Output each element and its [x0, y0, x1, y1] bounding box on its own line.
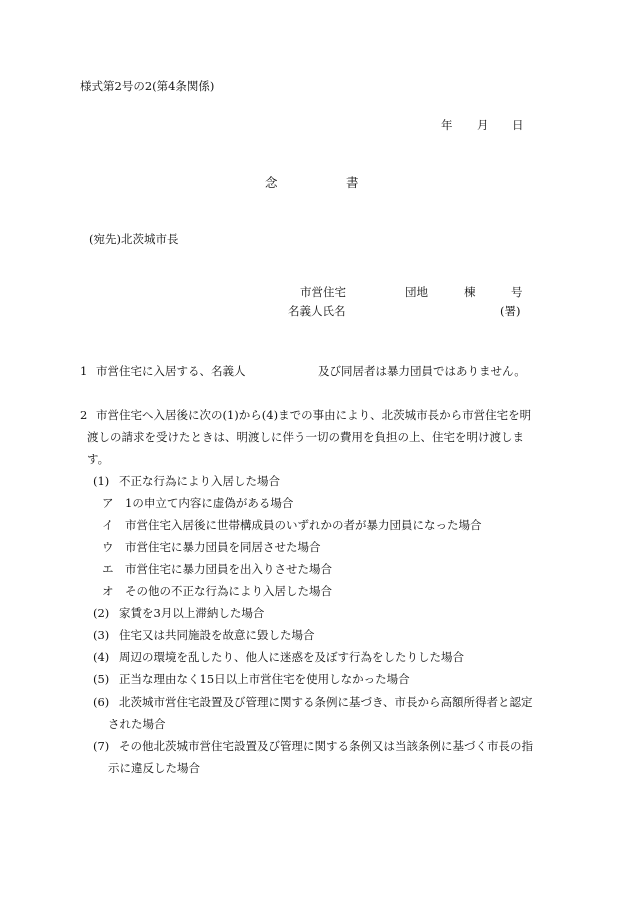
housing-label: 市営住宅 — [300, 285, 346, 299]
item-5-text: 正当な理由なく15日以上市営住宅を使用しなかった場合 — [119, 672, 410, 686]
item-i-number: イ — [102, 518, 114, 532]
item-6-text-line2: された場合 — [108, 717, 166, 731]
clause2-line2: 渡しの請求を受けたときは、明渡しに伴う一切の費用を負担の上、住宅を明け渡しま — [87, 430, 524, 444]
document-title-char2: 書 — [346, 175, 359, 190]
item-3-text: 住宅又は共同施設を故意に毀した場合 — [119, 628, 315, 642]
item-a-text: 1の申立て内容に虚偽がある場合 — [125, 496, 294, 510]
item-e-text: 市営住宅に暴力団員を出入りさせた場合 — [125, 562, 332, 576]
item-a-number: ア — [102, 496, 114, 510]
item-u-text: 市営住宅に暴力団員を同居させた場合 — [125, 540, 321, 554]
item-1-number: (1) — [93, 474, 110, 488]
item-6-text-line1: 北茨城市営住宅設置及び管理に関する条例に基づき、市長から高額所得者と認定 — [119, 695, 533, 709]
name-label: 名義人氏名 — [288, 304, 346, 318]
item-1-text: 不正な行為により入居した場合 — [119, 474, 280, 488]
clause2-number: 2 — [80, 408, 88, 422]
item-e-number: エ — [102, 562, 114, 576]
clause2-line3: す。 — [87, 452, 110, 466]
item-3-number: (3) — [93, 628, 110, 642]
addressee: (宛先)北茨城市長 — [89, 232, 179, 246]
item-2-text: 家賃を3月以上滞納した場合 — [119, 606, 265, 620]
item-u-number: ウ — [102, 540, 114, 554]
building-label: 棟 — [464, 285, 476, 299]
clause1-text-b: 及び同居者は暴力団員ではありません。 — [318, 364, 526, 378]
seal-mark: (署) — [500, 304, 521, 318]
unit-label: 号 — [511, 285, 523, 299]
item-7-text-line2: 示に違反した場合 — [108, 761, 200, 775]
item-7-number: (7) — [93, 739, 110, 753]
item-i-text: 市営住宅入居後に世帯構成員のいずれかの者が暴力団員になった場合 — [125, 518, 482, 532]
item-4-number: (4) — [93, 650, 110, 664]
item-o-text: その他の不正な行為により入居した場合 — [125, 584, 332, 598]
clause1-text-a: 市営住宅に入居する、名義人 — [96, 364, 246, 378]
date-year: 年 — [441, 118, 453, 132]
form-number: 様式第2号の2(第4条関係) — [80, 79, 215, 93]
item-2-number: (2) — [93, 606, 110, 620]
date-month: 月 — [477, 118, 489, 132]
item-7-text-line1: その他北茨城市営住宅設置及び管理に関する条例又は当該条例に基づく市長の指 — [119, 739, 533, 753]
item-4-text: 周辺の環境を乱したり、他人に迷惑を及ぼす行為をしたりした場合 — [119, 650, 464, 664]
item-o-number: オ — [102, 584, 114, 598]
item-5-number: (5) — [93, 672, 110, 686]
clause1-number: 1 — [80, 364, 88, 378]
document-title-char1: 念 — [265, 175, 278, 190]
item-6-number: (6) — [93, 695, 110, 709]
clause2-line1: 市営住宅へ入居後に次の(1)から(4)までの事由により、北茨城市長から市営住宅を明 — [96, 408, 532, 422]
danchi-label: 団地 — [405, 285, 428, 299]
date-day: 日 — [512, 118, 524, 132]
